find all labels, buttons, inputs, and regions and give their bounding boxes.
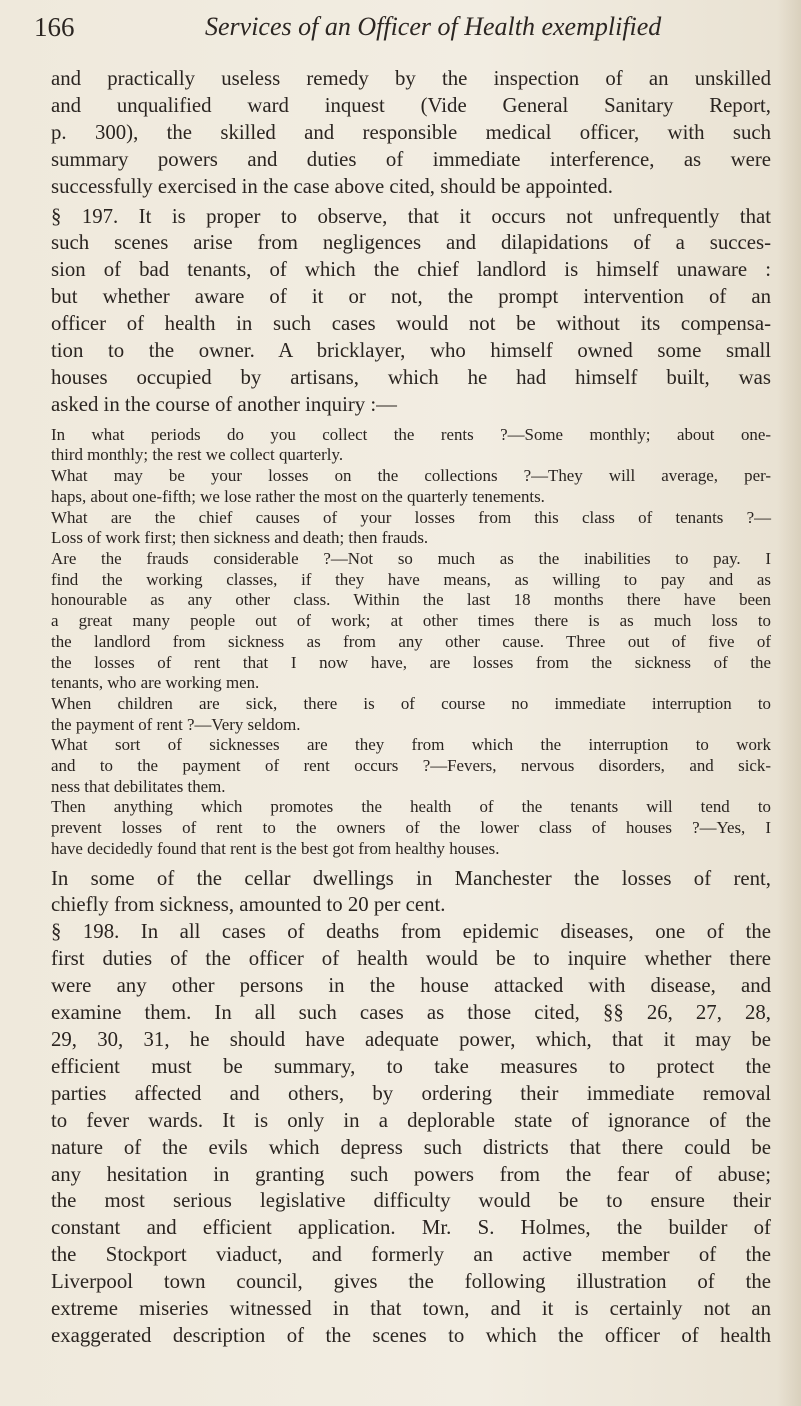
text-line: and to the payment of rent occurs ?—Fevers, nervous disorders, and sick- [51,756,771,776]
text-line: third monthly; the rest we collect quarterly. [51,445,344,465]
text-line: parties affected and others, by ordering their immediate removal [51,1081,771,1105]
text-line: Are the frauds considerable ?—Not so much as the inabilities to pay. I [51,549,771,568]
text-line: summary powers and duties of immediate interference, as were [51,147,771,171]
text-line: the payment of rent ?—Very seldom. [51,714,301,734]
text-line: nature of the evils which depress such districts that there could be [51,1135,771,1159]
text-line: find the working classes, if they have means, as willing to pay and as [51,569,771,589]
text-line: first duties of the officer of health would be to inquire whether there [51,947,771,971]
text-line: any hesitation in granting such powers from the fear of abuse; [51,1162,771,1186]
text-line: have decidedly found that rent is the best got from healthy houses. [51,838,500,858]
text-line: Loss of work first; then sickness and death; then frauds. [51,528,429,548]
text-line: tion to the owner. A bricklayer, who himself owned some small [51,339,771,363]
text-line: prevent losses of rent to the owners of the lower class of houses ?—Yes, I [51,818,771,838]
text-line: but whether aware of it or not, the prompt intervention of an [51,285,771,309]
text-line: What may be your losses on the collections ?—They will average, per- [51,466,771,486]
text-line: 29, 30, 31, he should have adequate power, which, that it may be [51,1027,771,1051]
page-body [51,66,771,1350]
paragraph-manchester [51,866,771,920]
text-line: officer of health in such cases would not be without its compensa- [51,312,771,336]
text-line: constant and efficient application. Mr. S. Holmes, the builder of [51,1216,771,1240]
text-line: efficient must be summary, to take measures to protect the [51,1054,771,1078]
text-line: ness that debilitates them. [51,776,226,796]
text-line: the Stockport viaduct, and formerly an active member of the [51,1243,771,1267]
paragraph-197 [51,204,771,419]
text-line: the most serious legislative difficulty would be to ensure their [51,1189,771,1213]
text-line: successfully exercised in the case above cited, should be appointed. [51,174,613,198]
text-line: asked in the course of another inquiry :— [51,392,397,416]
text-line: were any other persons in the house attacked with disease, and [51,974,771,998]
text-line: § 197. It is proper to observe, that it occurs not unfrequently that [51,204,771,228]
text-line: to fever wards. It is only in a deplorable state of ignorance of the [51,1108,771,1132]
running-head: Services of an Officer of Health exemplified [205,12,662,41]
page-header [34,8,771,52]
text-line: and unqualified ward inquest (Vide General Sanitary Report, [51,93,771,117]
text-line: p. 300), the skilled and responsible medical officer, with such [51,120,771,144]
text-line: tenants, who are working men. [51,673,260,693]
text-line: § 198. In all cases of deaths from epidemic diseases, one of the [51,920,771,944]
text-line: When children are sick, there is of course no immediate interruption to [51,693,771,713]
text-line: examine them. In all such cases as those cited, §§ 26, 27, 28, [51,1001,771,1025]
text-line: In some of the cellar dwellings in Manchester the losses of rent, [51,866,771,890]
paragraph-continued [51,66,771,201]
text-line: honourable as any other class. Within the last 18 months there have been [51,590,771,610]
page-number: 166 [34,12,75,42]
text-line: sion of bad tenants, of which the chief landlord is himself unaware : [51,258,771,282]
text-line: chiefly from sickness, amounted to 20 per cent. [51,893,446,917]
text-line: such scenes arise from negligences and dilapidations of a succes- [51,231,771,255]
text-line: a great many people out of work; at other times there is as much loss to [51,611,771,631]
text-line: and practically useless remedy by the inspection of an unskilled [51,67,771,90]
text-line: houses occupied by artisans, which he had himself built, was [51,365,771,389]
text-line: exaggerated description of the scenes to which the officer of health [51,1323,771,1347]
text-line: What sort of sicknesses are they from which the interruption to work [51,735,771,755]
text-line: Then anything which promotes the health of the tenants will tend to [51,797,771,817]
text-line: the landlord from sickness as from any other cause. Three out of five of [51,631,771,651]
text-line: In what periods do you collect the rents ?—Some monthly; about one- [51,424,771,444]
text-line: the losses of rent that I now have, are losses from the sickness of the [51,652,771,672]
paragraph-198 [51,919,771,1350]
text-line: extreme miseries witnessed in that town, and it is certainly not an [51,1297,771,1321]
text-line: haps, about one-fifth; we lose rather the most on the quarterly tenements. [51,486,545,506]
inquiry-testimony [51,425,771,860]
text-line: Liverpool town council, gives the following illustration of the [51,1270,771,1294]
text-line: What are the chief causes of your losses from this class of tenants ?— [51,507,771,527]
